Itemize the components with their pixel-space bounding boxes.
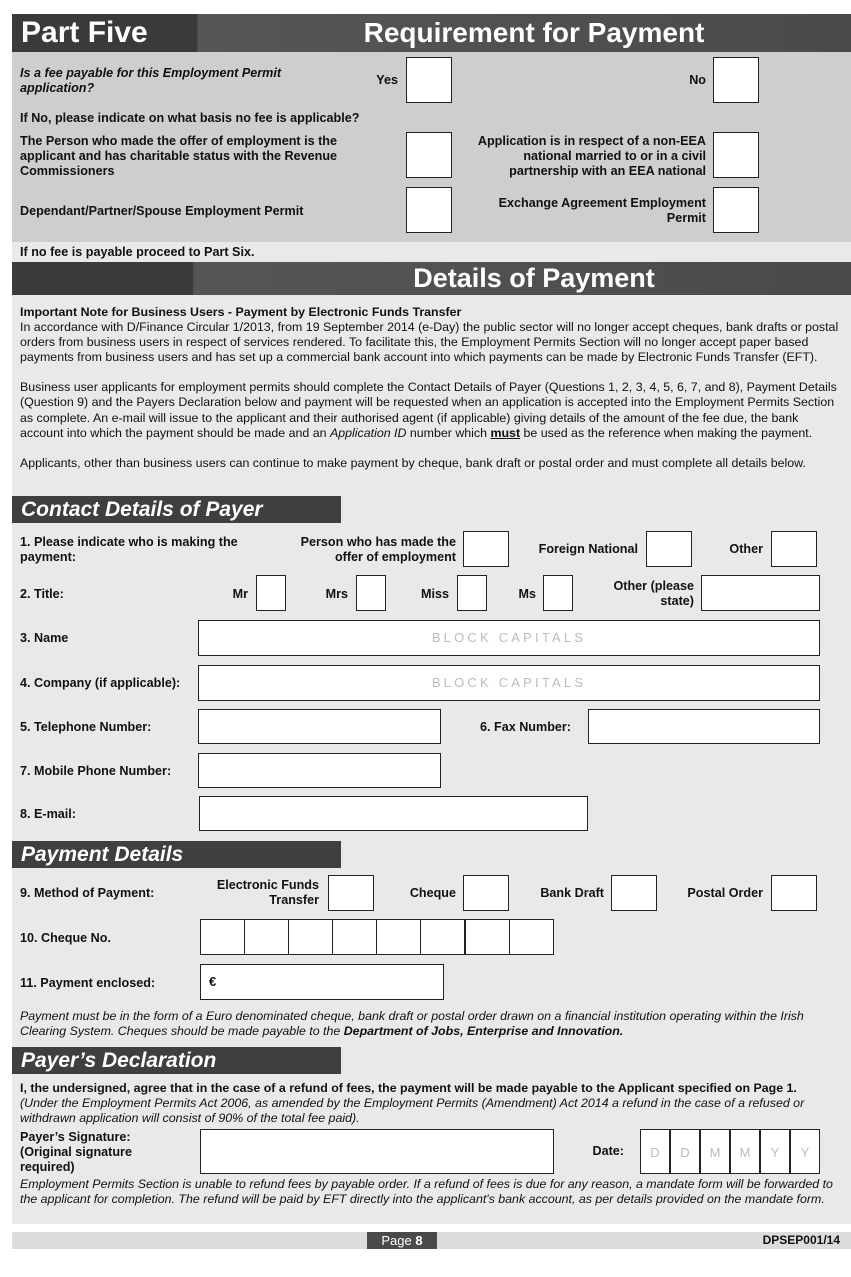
q1-label: 1. Please indicate who is making the payment: bbox=[20, 535, 238, 564]
signature-sub-label: (Original signature required) bbox=[20, 1145, 132, 1174]
payers-declaration-header: Payer’s Declaration bbox=[12, 1047, 341, 1074]
postal-order-label: Postal Order bbox=[687, 886, 763, 900]
cheque-label: Cheque bbox=[409, 886, 456, 900]
miss-label: Miss bbox=[421, 587, 449, 601]
dependant-permit-checkbox[interactable] bbox=[406, 187, 452, 233]
date-year-input[interactable]: Y bbox=[790, 1129, 820, 1174]
cheque-digit-input[interactable] bbox=[200, 919, 245, 955]
declaration-statement: I, the undersigned, agree that in the case of a refund of fees, the payment will be made payable to the Applicant specified on Page 1. bbox=[20, 1081, 797, 1095]
eft-paragraph-3: Applicants, other than business users can continue to make payment by cheque, bank draft or postal order and must complete all details below. bbox=[20, 455, 806, 470]
euro-symbol: € bbox=[209, 974, 217, 989]
signature-input[interactable] bbox=[200, 1129, 554, 1174]
q1-foreign-label: Foreign National bbox=[538, 542, 638, 556]
telephone-input[interactable] bbox=[198, 709, 441, 744]
eft-label: Electronic Funds Transfer bbox=[216, 878, 319, 907]
date-day-input[interactable]: D bbox=[670, 1129, 700, 1174]
q1-other-label: Other bbox=[729, 542, 763, 556]
method-cheque-checkbox[interactable] bbox=[463, 875, 509, 911]
q3-label: 3. Name bbox=[20, 631, 69, 645]
part-five-title: Requirement for Payment bbox=[363, 17, 705, 48]
mobile-input[interactable] bbox=[198, 753, 441, 788]
payer-other-checkbox[interactable] bbox=[771, 531, 817, 567]
title-miss-checkbox[interactable] bbox=[457, 575, 487, 611]
non-eea-married-checkbox[interactable] bbox=[713, 132, 759, 178]
part-five-header bbox=[12, 14, 851, 52]
title-mrs-checkbox[interactable] bbox=[356, 575, 386, 611]
exchange-agreement-checkbox[interactable] bbox=[713, 187, 759, 233]
fee-no-checkbox[interactable] bbox=[713, 57, 759, 103]
payer-offer-checkbox[interactable] bbox=[463, 531, 509, 567]
cheque-digit-input[interactable] bbox=[244, 919, 289, 955]
date-month-input[interactable]: M bbox=[700, 1129, 730, 1174]
method-eft-checkbox[interactable] bbox=[328, 875, 374, 911]
page-number-badge bbox=[367, 1232, 437, 1249]
page-number: 8 bbox=[415, 1233, 423, 1248]
details-of-payment-title: Details of Payment bbox=[413, 263, 655, 293]
q6-label: 6. Fax Number: bbox=[480, 720, 571, 734]
details-of-payment-header bbox=[12, 262, 851, 295]
yes-label: Yes bbox=[376, 73, 398, 87]
method-postal-order-checkbox[interactable] bbox=[771, 875, 817, 911]
bank-draft-label: Bank Draft bbox=[540, 886, 604, 900]
part-label: Part Five bbox=[21, 16, 148, 49]
q8-label: 8. E-mail: bbox=[20, 807, 76, 821]
dependant-permit-label: Dependant/Partner/Spouse Employment Permit bbox=[20, 204, 304, 218]
q4-label: 4. Company (if applicable): bbox=[20, 676, 181, 690]
company-input[interactable]: BLOCK CAPITALS bbox=[198, 665, 820, 701]
fax-input[interactable] bbox=[588, 709, 820, 744]
title-other-input[interactable] bbox=[701, 575, 820, 611]
date-label: Date: bbox=[592, 1144, 624, 1158]
q2-label: 2. Title: bbox=[20, 587, 64, 601]
no-fee-basis-question: If No, please indicate on what basis no fee is applicable? bbox=[20, 111, 360, 125]
fee-question: Is a fee payable for this Employment Permit application? bbox=[20, 66, 282, 95]
mrs-label: Mrs bbox=[325, 587, 348, 601]
charitable-status-checkbox[interactable] bbox=[406, 132, 452, 178]
date-year-input[interactable]: Y bbox=[760, 1129, 790, 1174]
exchange-agreement-label: Exchange Agreement Employment Permit bbox=[498, 196, 706, 225]
email-input[interactable] bbox=[199, 796, 588, 831]
charitable-status-label: The Person who made the offer of employment is the applicant and has charitable status with the Revenue Commissioners bbox=[20, 134, 338, 178]
eft-note bbox=[20, 305, 840, 471]
q11-label: 11. Payment enclosed: bbox=[20, 976, 156, 990]
payment-details-header: Payment Details bbox=[12, 841, 341, 868]
payment-form-note: Payment must be in the form of a Euro denominated cheque, bank draft or postal order drawn on a financial institution operating within the Irish Clearing System. Cheques should be made payable to the Department of Jobs, Enterprise and Innovation. bbox=[20, 1009, 804, 1039]
contact-details-header: Contact Details of Payer bbox=[12, 496, 341, 523]
declaration-refund-note: (Under the Employment Permits Act 2006, as amended by the Employment Permits (Amendment) Act 2014 a refund in the case of a refused or withdrawn application will consist of 90% of the total fee paid). bbox=[20, 1096, 805, 1126]
form-code: DPSEP001/14 bbox=[762, 1233, 840, 1247]
signature-label: Payer’s Signature: bbox=[20, 1130, 131, 1144]
title-mr-checkbox[interactable] bbox=[256, 575, 286, 611]
cheque-digit-input[interactable] bbox=[332, 919, 377, 955]
mr-label: Mr bbox=[232, 587, 248, 601]
fee-yes-checkbox[interactable] bbox=[406, 57, 452, 103]
payment-enclosed-input[interactable] bbox=[200, 964, 444, 1000]
title-ms-checkbox[interactable] bbox=[543, 575, 573, 611]
title-other-label: Other (please state) bbox=[613, 579, 694, 608]
date-month-input[interactable]: M bbox=[730, 1129, 760, 1174]
cheque-digit-input[interactable] bbox=[465, 919, 510, 955]
no-label: No bbox=[689, 73, 706, 87]
q1-offer-label: Person who has made the offer of employment bbox=[300, 535, 456, 564]
cheque-digit-input[interactable] bbox=[376, 919, 421, 955]
name-input[interactable]: BLOCK CAPITALS bbox=[198, 620, 820, 656]
method-bank-draft-checkbox[interactable] bbox=[611, 875, 657, 911]
eft-paragraph-2: Business user applicants for employment permits should complete the Contact Details of Payer (Questions 1, 2, 3, 4, 5, 6, 7, and 8), Payment Details (Question 9) and the Payers Declaration below and payment will be requested when an application is accepted into the Employment Permits Section as complete. An e-mail will issue to the applicant and their authorised agent (if applicable) giving details of the amount of the fee due, the bank account into which the payment should be made and an Application ID number which must be used as the reference when making the payment. bbox=[20, 380, 837, 440]
payer-foreign-checkbox[interactable] bbox=[646, 531, 692, 567]
non-eea-married-label: Application is in respect of a non-EEA national married to or in a civil partnership with an EEA national bbox=[477, 134, 706, 178]
refund-mandate-note: Employment Permits Section is unable to refund fees by payable order. If a refund of fees is due for any reason, a mandate form will be forwarded to the applicant for completion. The refund will be paid by EFT directly into the applicant's bank account, as per details provided on the mandate form. bbox=[20, 1177, 833, 1207]
q7-label: 7. Mobile Phone Number: bbox=[20, 764, 172, 778]
proceed-note: If no fee is payable proceed to Part Six. bbox=[20, 245, 255, 259]
q5-label: 5. Telephone Number: bbox=[20, 720, 152, 734]
date-day-input[interactable]: D bbox=[640, 1129, 670, 1174]
q10-label: 10. Cheque No. bbox=[20, 931, 111, 945]
cheque-digit-input[interactable] bbox=[420, 919, 465, 955]
eft-paragraph-1: In accordance with D/Finance Circular 1/2013, from 19 September 2014 (e-Day) the public sector will no longer accept cheques, bank drafts or postal orders from business users in respect of services rendered. To facilitate this, the Employment Permits Section will no longer accept paper based payments from business users and has set up a commercial bank account into which payments can be made by Electronic Funds Transfer (EFT). bbox=[20, 320, 839, 365]
q9-label: 9. Method of Payment: bbox=[20, 886, 155, 900]
important-note-title: Important Note for Business Users - Payment by Electronic Funds Transfer bbox=[20, 305, 462, 319]
cheque-digit-input[interactable] bbox=[509, 919, 554, 955]
ms-label: Ms bbox=[518, 587, 536, 601]
page-word: Page bbox=[381, 1233, 412, 1248]
cheque-digit-input[interactable] bbox=[288, 919, 333, 955]
